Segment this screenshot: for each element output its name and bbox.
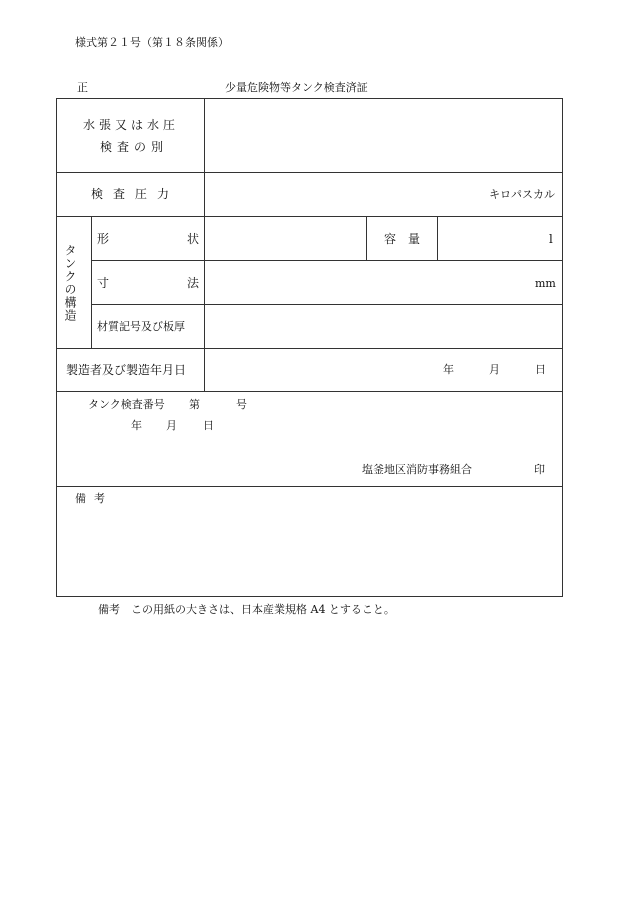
inspection-number-field[interactable] <box>200 397 232 411</box>
capacity-label <box>384 233 420 245</box>
inspection-type-field[interactable] <box>206 100 561 171</box>
table-border-top <box>56 98 563 99</box>
dimension-label <box>97 277 199 289</box>
row-divider <box>56 391 563 392</box>
dimension-field[interactable] <box>206 262 561 303</box>
footnote: 備考 この用紙の大きさは、日本産業規格 A4 とすること。 <box>98 603 395 616</box>
dimension-label-char-1: 寸 <box>97 276 110 290</box>
form-number: 様式第２１号（第１８条関係） <box>75 36 229 49</box>
row-divider <box>91 304 563 305</box>
number-suffix: 号 <box>236 398 247 411</box>
dimension-label-char-2: 法 <box>186 276 199 290</box>
dimension-unit: mm <box>535 277 556 290</box>
issue-year: 年 <box>131 419 142 432</box>
pressure-label: 検査圧力 <box>91 187 180 201</box>
maker-date-day: 日 <box>535 363 546 376</box>
row-divider <box>56 216 563 217</box>
shape-label-char-2: 状 <box>186 232 199 246</box>
seal-mark: 印 <box>534 463 545 476</box>
maker-date-month: 月 <box>489 363 500 376</box>
shape-label <box>97 233 199 245</box>
issuer-name: 塩釜地区消防事務組合 <box>362 463 472 476</box>
row-divider <box>91 260 563 261</box>
shape-label-char-1: 形 <box>97 232 110 246</box>
row-divider <box>56 486 563 487</box>
inspection-type-label-line2: 検査の別 <box>100 140 169 154</box>
maker-field[interactable] <box>206 350 561 390</box>
capacity-unit: l <box>549 232 553 246</box>
material-label: 材質記号及び板厚 <box>97 320 185 333</box>
shape-field[interactable] <box>206 218 365 259</box>
tank-inspection-number-label: タンク検査番号 <box>88 398 165 411</box>
number-prefix: 第 <box>189 398 200 411</box>
row-divider <box>56 172 563 173</box>
column-divider <box>204 98 205 392</box>
column-divider <box>366 216 367 260</box>
issue-month: 月 <box>166 419 177 432</box>
material-field[interactable] <box>206 306 561 347</box>
maker-date-year: 年 <box>443 363 454 376</box>
pressure-unit: キロパスカル <box>489 188 555 201</box>
column-divider <box>91 216 92 348</box>
maker-label: 製造者及び製造年月日 <box>66 363 187 377</box>
column-divider <box>437 216 438 260</box>
capacity-field[interactable] <box>439 218 561 259</box>
copy-mark: 正 <box>77 81 88 94</box>
row-divider <box>56 348 563 349</box>
remarks-field[interactable] <box>58 508 561 594</box>
form-title: 少量危険物等タンク検査済証 <box>225 81 368 94</box>
capacity-label-char-1: 容 <box>384 232 397 246</box>
remarks-label: 備考 <box>75 492 113 505</box>
issue-day: 日 <box>203 419 214 432</box>
capacity-label-char-2: 量 <box>407 232 420 246</box>
table-border-bottom <box>56 596 563 597</box>
inspection-type-label-line1: 水張又は水圧 <box>83 118 180 132</box>
tank-structure-label: タンクの構造 <box>63 244 77 322</box>
